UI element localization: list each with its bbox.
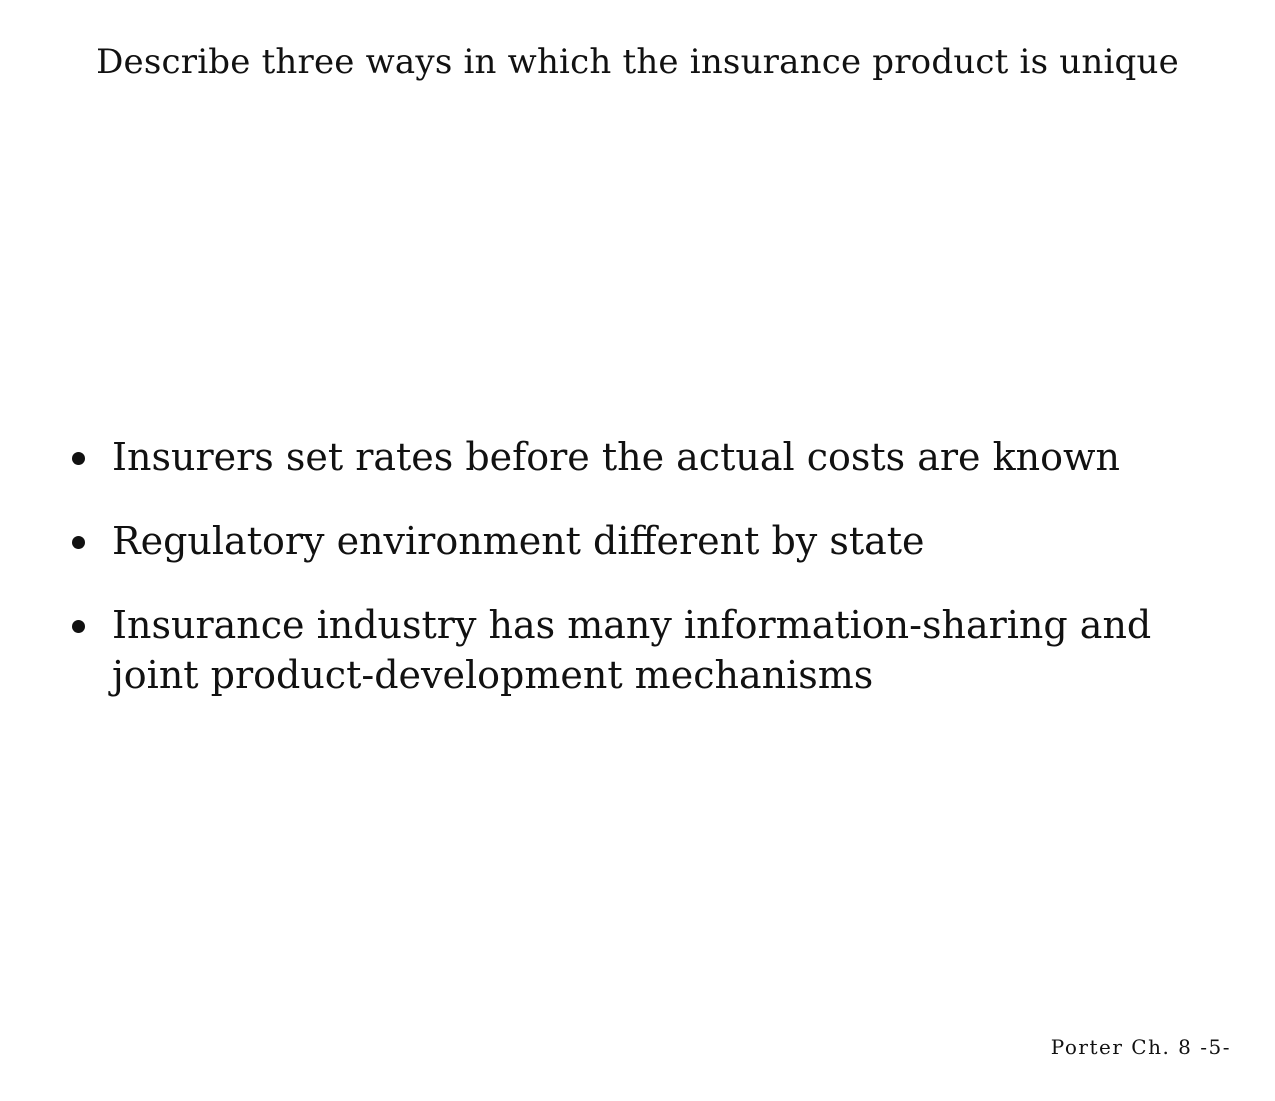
bullet-dot-icon bbox=[72, 452, 85, 465]
bullet-item bbox=[70, 432, 1205, 482]
bullet-item bbox=[70, 516, 1205, 566]
bullet-item bbox=[70, 600, 1205, 700]
bullet-text: Regulatory environment different by state bbox=[112, 519, 925, 563]
slide-footer: Porter Ch. 8 -5- bbox=[1050, 1035, 1231, 1059]
bullet-text: Insurance industry has many information-sharing and joint product-development mechanisms bbox=[112, 603, 1152, 697]
bullet-dot-icon bbox=[72, 620, 85, 633]
bullet-text: Insurers set rates before the actual costs are known bbox=[112, 435, 1121, 479]
bullet-list bbox=[70, 432, 1205, 734]
slide-title: Describe three ways in which the insurance product is unique bbox=[96, 42, 1179, 82]
bullet-dot-icon bbox=[72, 536, 85, 549]
